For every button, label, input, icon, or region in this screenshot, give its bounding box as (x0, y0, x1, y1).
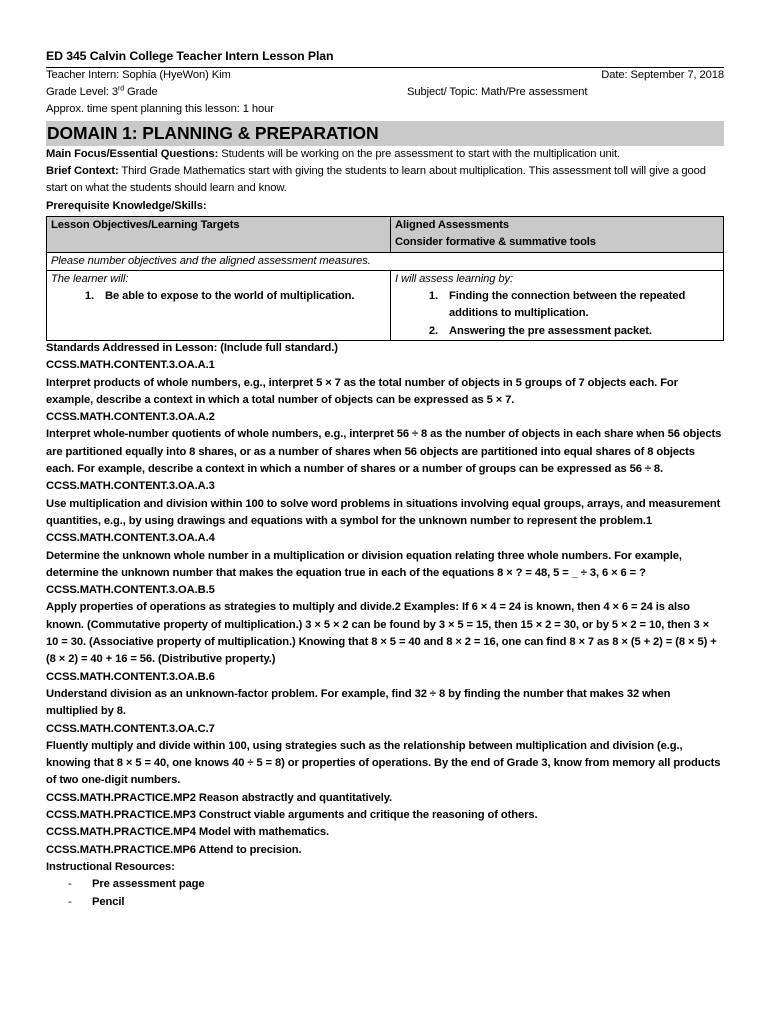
resources-list (46, 876, 724, 911)
standard-text: Apply properties of operations as strategies to multiply and divide.2 Examples: If 6 × 4 = 24 is known, then 4 × 6 = 24 is also known. (Commutative property of multiplication.) 3 × 5 × 2 can be found by 3 × 5 = 15, then 15 × 2 = 30, or by 5 × 2 = 10, then 3 × 10 = 30. (Associative property of multiplication.) Knowing that 8 × 5 = 40 and 8 × 2 = 16, one can find 8 × 7 as 8 × (5 + 2) = (8 × 5) + (8 × 2) = 40 + 16 = 56. (Distributive property.) (46, 601, 717, 666)
standard-code: CCSS.MATH.CONTENT.3.OA.A.3 (46, 480, 215, 493)
objective-item: 1. Be able to expose to the world of multiplication. (97, 288, 386, 305)
lesson-date: Date: September 7, 2018 (601, 69, 724, 81)
practice-standard: CCSS.MATH.PRACTICE.MP2 Reason abstractly and quantitatively. (46, 791, 393, 804)
standard-code: CCSS.MATH.CONTENT.3.OA.B.6 (46, 670, 215, 683)
assessment-item: 2. Answering the pre assessment packet. (441, 323, 719, 340)
objectives-table (46, 216, 724, 341)
practice-standard: CCSS.MATH.PRACTICE.MP6 Attend to precision. (46, 843, 302, 856)
practice-standard: CCSS.MATH.PRACTICE.MP4 Model with mathematics. (46, 826, 329, 839)
prerequisite-label: Prerequisite Knowledge/Skills: (46, 200, 207, 212)
standard-text: Understand division as an unknown-factor problem. For example, find 32 ÷ 8 by finding the number that makes 32 when multiplied by 8. (46, 687, 671, 718)
objectives-col-header: Lesson Objectives/Learning Targets (47, 217, 391, 253)
grade-level: Grade Level: 3rd Grade (46, 85, 158, 98)
standard-code: CCSS.MATH.CONTENT.3.OA.B.5 (46, 584, 215, 597)
objectives-body-row (47, 270, 724, 340)
teacher-intern: Teacher Intern: Sophia (HyeWon) Kim (46, 69, 231, 81)
assessments-cell: I will assess learning by: 1. Finding the connection between the repeated additions to multiplication. 2. Answering the pre assessment packet. (391, 270, 724, 340)
standard-code: CCSS.MATH.CONTENT.3.OA.C.7 (46, 722, 215, 735)
standard-text: Determine the unknown whole number in a multiplication or division equation relating three whole numbers. For example, determine the unknown number that makes the equation true in each of the equations 8 × ? = 48, 5 = _ ÷ 3, 6 × 6 = ? (46, 549, 682, 579)
standard-text: Use multiplication and division within 100 to solve word problems in situations involving equal groups, arrays, and measurement quantities, e.g., by using drawings and equations with a symbol for the unknown number to represent the problem.1 (46, 497, 721, 527)
header-row-2 (46, 84, 724, 101)
time-spent: Approx. time spent planning this lesson: 1 hour (46, 103, 274, 115)
resource-item: - Pencil (68, 895, 125, 908)
standard-code: CCSS.MATH.CONTENT.3.OA.A.2 (46, 411, 215, 424)
objectives-table-header (47, 217, 724, 253)
objectives-cell: The learner will: 1. Be able to expose to the world of multiplication. (47, 270, 391, 340)
header-row-1 (46, 67, 724, 84)
resource-item: - Pre assessment page (68, 878, 205, 891)
standards-heading: Standards Addressed in Lesson: (Include full standard.) (46, 342, 338, 354)
standard-text: Interpret products of whole numbers, e.g., interpret 5 × 7 as the total number of objects in 5 groups of 7 objects each. For example, describe a context in which a total number of objects can be expressed as 5 × 7. (46, 376, 678, 406)
standard-text: Interpret whole-number quotients of whole numbers, e.g., interpret 56 ÷ 8 as the number of objects in each share when 56 objects are partitioned equally into 8 shares, or as a number of shares when 56 objects are partitioned into equal shares of 8 objects each. For example, describe a context in which a number of shares or a number of groups can be expressed as 56 ÷ 8. (46, 428, 722, 476)
practice-standard: CCSS.MATH.PRACTICE.MP3 Construct viable arguments and critique the reasoning of others. (46, 809, 538, 822)
domain-heading: DOMAIN 1: PLANNING & PREPARATION (46, 121, 724, 146)
document-title: ED 345 Calvin College Teacher Intern Lesson Plan (46, 49, 334, 63)
subject-topic: Subject/ Topic: Math/Pre assessment (407, 86, 588, 98)
objectives-note-row (47, 252, 724, 270)
standard-code: CCSS.MATH.CONTENT.3.OA.A.1 (46, 359, 215, 372)
objectives-note: Please number objectives and the aligned assessment measures. (47, 252, 724, 270)
main-focus: Main Focus/Essential Questions: Students will be working on the pre assessment to start with the multiplication unit. (46, 148, 621, 160)
standards-section (46, 340, 724, 911)
standard-text: Fluently multiply and divide within 100, using strategies such as the relationship between multiplication and division (e.g., knowing that 8 × 5 = 40, one knows 40 ÷ 5 = 8) or properties of operations. By the end of Grade 3, know from memory all products of two one-digit numbers. (46, 739, 721, 787)
assessment-item: 1. Finding the connection between the repeated additions to multiplication. (441, 288, 719, 323)
brief-context: Brief Context: Third Grade Mathematics start with giving the students to learn about multiplication. This assessment toll will give a good start on what the students should learn and know. (46, 165, 706, 195)
resources-label: Instructional Resources: (46, 860, 175, 873)
standard-code: CCSS.MATH.CONTENT.3.OA.A.4 (46, 532, 215, 545)
assessments-col-header: Aligned Assessments Consider formative & summative tools (391, 217, 724, 253)
